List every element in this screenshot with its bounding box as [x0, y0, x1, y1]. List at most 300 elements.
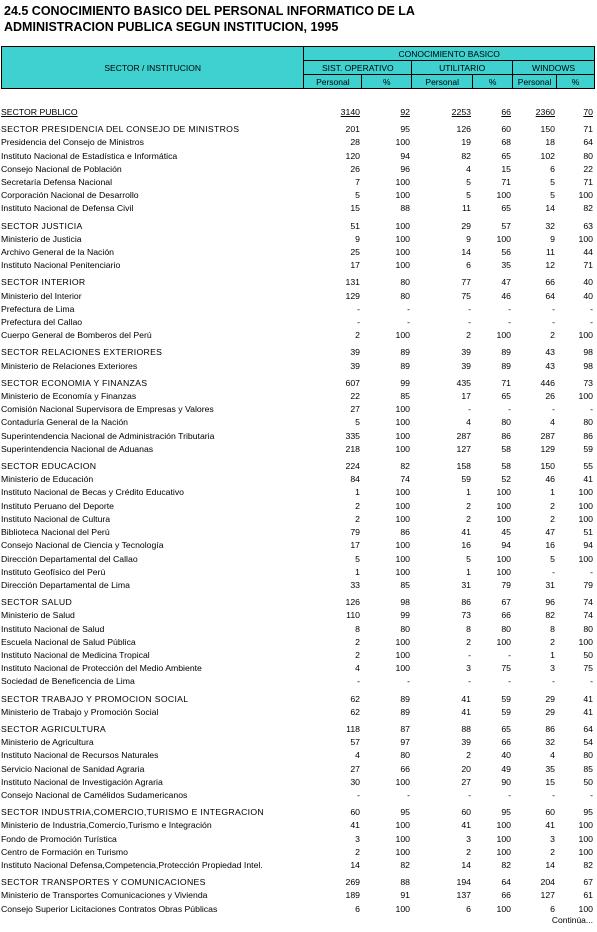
cell-personal: [304, 526, 362, 539]
cell-value: 80: [583, 417, 593, 428]
row-label: [1, 789, 304, 802]
cell-percent: [557, 500, 595, 513]
cell-percent: [362, 202, 412, 215]
cell-personal: [412, 136, 473, 149]
cell-percent: [473, 246, 513, 259]
cell-value: 26: [545, 391, 555, 402]
cell-value: 100: [496, 566, 511, 577]
cell-percent: [473, 636, 513, 649]
cell-percent: [362, 579, 412, 592]
institution-row: [1, 553, 595, 566]
institution-row: [1, 316, 595, 329]
cell-percent: [557, 329, 595, 342]
cell-percent: [473, 443, 513, 456]
cell-value: 5: [355, 417, 360, 428]
cell-percent: [557, 706, 595, 719]
row-label-text: Consejo Nacional de Población: [1, 163, 122, 174]
data-table: [1, 102, 595, 916]
cell-personal: [304, 403, 362, 416]
row-label-text: Instituto Nacional de Recursos Naturales: [1, 750, 159, 761]
cell-value: 71: [501, 377, 511, 388]
cell-percent: [557, 693, 595, 706]
row-label-text: Biblioteca Nacional del Perú: [1, 527, 110, 538]
cell-value: 88: [400, 203, 410, 214]
row-label-text: Cuerpo General de Bomberos del Perú: [1, 330, 152, 341]
cell-value: 79: [583, 579, 593, 590]
cell-value: 1: [466, 566, 471, 577]
cell-percent: [557, 736, 595, 749]
cell-value: 73: [461, 610, 471, 621]
cell-value: 100: [578, 330, 593, 341]
cell-percent: [557, 596, 595, 609]
cell-value: 204: [540, 877, 555, 888]
cell-personal: [304, 329, 362, 342]
row-label-text: SECTOR EDUCACION: [1, 461, 97, 472]
cell-value: 86: [501, 430, 511, 441]
cell-percent: [557, 723, 595, 736]
header-group: CONOCIMIENTO BASICO: [304, 47, 595, 61]
cell-value: 2: [466, 846, 471, 857]
header-personal: Personal: [513, 75, 557, 89]
institution-row: [1, 290, 595, 303]
cell-value: -: [407, 676, 410, 687]
row-label-text: SECTOR INDUSTRIA,COMERCIO,TURISMO E INTEGRACION: [1, 807, 264, 818]
cell-value: 41: [350, 820, 360, 831]
cell-percent: [473, 889, 513, 902]
cell-personal: [412, 202, 473, 215]
cell-personal: [304, 290, 362, 303]
cell-percent: [557, 163, 595, 176]
cell-personal: [304, 539, 362, 552]
cell-value: 68: [501, 137, 511, 148]
institution-row: [1, 706, 595, 719]
cell-value: 27: [350, 763, 360, 774]
cell-personal: [304, 189, 362, 202]
cell-personal: [513, 259, 557, 272]
cell-personal: [304, 202, 362, 215]
cell-value: 1: [355, 566, 360, 577]
cell-value: 80: [501, 623, 511, 634]
cell-value: 41: [461, 527, 471, 538]
cell-personal: [412, 903, 473, 916]
cell-value: 79: [501, 579, 511, 590]
row-label: [1, 833, 304, 846]
cell-percent: [473, 500, 513, 513]
cell-value: 100: [395, 846, 410, 857]
cell-percent: [362, 106, 412, 119]
cell-percent: [557, 609, 595, 622]
cell-personal: [513, 833, 557, 846]
cell-percent: [362, 596, 412, 609]
page-title: [4, 3, 415, 35]
cell-percent: [557, 486, 595, 499]
cell-personal: [304, 649, 362, 662]
row-label-text: Presidencia del Consejo de Ministros: [1, 137, 144, 148]
cell-personal: [412, 736, 473, 749]
institution-row: [1, 859, 595, 872]
institution-row: [1, 150, 595, 163]
institution-row: [1, 776, 595, 789]
cell-personal: [304, 259, 362, 272]
cell-value: 224: [345, 461, 360, 472]
cell-value: 137: [456, 890, 471, 901]
cell-personal: [304, 623, 362, 636]
row-label: [1, 859, 304, 872]
cell-personal: [513, 736, 557, 749]
cell-value: 6: [550, 163, 555, 174]
cell-percent: [362, 675, 412, 688]
cell-personal: [412, 706, 473, 719]
cell-value: 7: [355, 177, 360, 188]
cell-personal: [304, 163, 362, 176]
cell-personal: [304, 579, 362, 592]
cell-percent: [362, 723, 412, 736]
cell-value: 71: [583, 260, 593, 271]
cell-percent: [557, 443, 595, 456]
cell-personal: [513, 150, 557, 163]
cell-value: 100: [395, 649, 410, 660]
cell-percent: [557, 220, 595, 233]
row-label: [1, 662, 304, 675]
cell-value: 89: [501, 347, 511, 358]
cell-personal: [513, 403, 557, 416]
row-label: [1, 579, 304, 592]
cell-value: -: [590, 317, 593, 328]
cell-percent: [557, 106, 595, 119]
row-label-text: Ministerio de Trabajo y Promoción Social: [1, 706, 159, 717]
cell-personal: [304, 806, 362, 819]
row-label-text: Instituto Nacional Defensa,Competencia,Protección Propiedad Intel.: [1, 859, 263, 870]
cell-value: 100: [578, 487, 593, 498]
row-label-text: SECTOR PUBLICO: [1, 107, 78, 117]
row-label-text: Ministerio de Justicia: [1, 233, 82, 244]
cell-personal: [412, 859, 473, 872]
cell-personal: [304, 136, 362, 149]
institution-row: [1, 513, 595, 526]
cell-personal: [513, 776, 557, 789]
cell-percent: [473, 176, 513, 189]
row-label-text: Instituto Peruano del Deporte: [1, 500, 115, 511]
cell-value: 75: [461, 290, 471, 301]
cell-personal: [412, 500, 473, 513]
row-label: [1, 163, 304, 176]
row-label-text: Servicio Nacional de Sanidad Agraria: [1, 763, 145, 774]
cell-value: 14: [461, 859, 471, 870]
cell-percent: [473, 623, 513, 636]
row-label: [1, 443, 304, 456]
cell-value: 98: [583, 360, 593, 371]
cell-personal: [412, 553, 473, 566]
cell-value: 11: [545, 247, 555, 258]
cell-personal: [412, 377, 473, 390]
cell-value: 32: [545, 220, 555, 231]
row-label: [1, 377, 304, 390]
cell-value: 15: [501, 163, 511, 174]
cell-value: 95: [501, 807, 511, 818]
cell-percent: [473, 233, 513, 246]
cell-personal: [304, 316, 362, 329]
row-label: [1, 416, 304, 429]
cell-percent: [473, 819, 513, 832]
cell-percent: [473, 903, 513, 916]
row-label: [1, 390, 304, 403]
cell-personal: [513, 662, 557, 675]
cell-value: 60: [545, 807, 555, 818]
cell-personal: [513, 539, 557, 552]
cell-value: 446: [540, 377, 555, 388]
cell-value: 41: [461, 693, 471, 704]
cell-value: 41: [545, 820, 555, 831]
cell-value: 287: [540, 430, 555, 441]
cell-value: -: [552, 404, 555, 415]
cell-value: 100: [395, 636, 410, 647]
cell-percent: [557, 303, 595, 316]
row-label-text: Superintendencia Nacional de Aduanas: [1, 443, 154, 454]
institution-row: [1, 539, 595, 552]
row-label: [1, 176, 304, 189]
cell-personal: [513, 500, 557, 513]
cell-value: 150: [540, 461, 555, 472]
cell-percent: [473, 649, 513, 662]
cell-value: 27: [461, 776, 471, 787]
row-label-text: Ministerio del Interior: [1, 290, 82, 301]
cell-personal: [412, 749, 473, 762]
row-label-text: Instituto Nacional de Defensa Civil: [1, 203, 134, 214]
cell-value: 9: [550, 233, 555, 244]
row-label: [1, 500, 304, 513]
cell-personal: [513, 329, 557, 342]
cell-percent: [362, 150, 412, 163]
cell-value: 74: [400, 474, 410, 485]
institution-row: [1, 189, 595, 202]
cell-value: 98: [583, 347, 593, 358]
sector-row: [1, 596, 595, 609]
cell-value: -: [552, 317, 555, 328]
cell-value: 100: [578, 190, 593, 201]
sector-row: [1, 346, 595, 359]
cell-value: 100: [395, 513, 410, 524]
cell-percent: [473, 473, 513, 486]
row-label-text: Ministerio de Transportes Comunicaciones y Vivienda: [1, 890, 208, 901]
cell-value: 5: [466, 190, 471, 201]
cell-value: 59: [501, 693, 511, 704]
cell-percent: [362, 806, 412, 819]
table-header: [1, 46, 595, 89]
cell-percent: [557, 123, 595, 136]
row-label: [1, 136, 304, 149]
cell-percent: [557, 846, 595, 859]
cell-percent: [362, 246, 412, 259]
cell-personal: [412, 390, 473, 403]
cell-percent: [362, 706, 412, 719]
cell-value: -: [508, 404, 511, 415]
sector-row: [1, 806, 595, 819]
cell-percent: [362, 623, 412, 636]
title-line-2: ADMINISTRACION PUBLICA SEGUN INSTITUCION, 1995: [4, 20, 339, 34]
cell-personal: [513, 903, 557, 916]
cell-value: 52: [501, 474, 511, 485]
cell-value: 14: [350, 859, 360, 870]
cell-value: -: [552, 303, 555, 314]
cell-value: 80: [501, 417, 511, 428]
cell-personal: [412, 473, 473, 486]
row-label: [1, 539, 304, 552]
cell-personal: [513, 346, 557, 359]
cell-personal: [513, 513, 557, 526]
cell-personal: [304, 789, 362, 802]
cell-value: 5: [550, 553, 555, 564]
cell-percent: [557, 259, 595, 272]
cell-personal: [513, 377, 557, 390]
sector-row: [1, 693, 595, 706]
cell-value: 14: [545, 203, 555, 214]
cell-percent: [362, 176, 412, 189]
cell-value: 126: [456, 124, 471, 135]
cell-percent: [473, 390, 513, 403]
row-label: [1, 649, 304, 662]
cell-value: 65: [501, 150, 511, 161]
cell-value: 66: [501, 107, 511, 117]
cell-value: 85: [400, 391, 410, 402]
row-label-text: Dirección Departamental de Lima: [1, 579, 130, 590]
cell-personal: [304, 889, 362, 902]
cell-personal: [412, 123, 473, 136]
cell-personal: [412, 566, 473, 579]
cell-percent: [362, 486, 412, 499]
cell-value: 99: [400, 610, 410, 621]
cell-value: 62: [350, 693, 360, 704]
row-label: [1, 636, 304, 649]
cell-percent: [473, 736, 513, 749]
cell-value: 61: [583, 890, 593, 901]
row-label: [1, 276, 304, 289]
cell-value: 40: [583, 277, 593, 288]
cell-personal: [513, 390, 557, 403]
cell-personal: [304, 416, 362, 429]
cell-percent: [473, 693, 513, 706]
row-label-text: SECTOR INTERIOR: [1, 277, 86, 288]
cell-value: 2: [355, 649, 360, 660]
cell-value: 35: [501, 260, 511, 271]
institution-row: [1, 566, 595, 579]
cell-percent: [362, 290, 412, 303]
cell-personal: [304, 346, 362, 359]
cell-value: 100: [578, 513, 593, 524]
cell-percent: [362, 833, 412, 846]
cell-personal: [412, 290, 473, 303]
cell-value: 95: [400, 124, 410, 135]
cell-value: 2: [466, 750, 471, 761]
cell-value: 218: [345, 443, 360, 454]
cell-percent: [362, 876, 412, 889]
cell-value: 89: [400, 706, 410, 717]
institution-row: [1, 736, 595, 749]
cell-percent: [473, 346, 513, 359]
row-label-text: Sociedad de Beneficencia de Lima: [1, 676, 135, 687]
cell-percent: [473, 553, 513, 566]
header-pct: %: [557, 75, 595, 89]
cell-value: 22: [350, 391, 360, 402]
row-label-text: Ministerio de Relaciones Exteriores: [1, 360, 138, 371]
cell-value: 60: [350, 807, 360, 818]
cell-value: 100: [395, 443, 410, 454]
row-label-text: Ministerio de Economía y Finanzas: [1, 391, 137, 402]
cell-percent: [473, 303, 513, 316]
cell-value: 70: [583, 107, 593, 117]
cell-value: 100: [395, 330, 410, 341]
cell-percent: [557, 903, 595, 916]
cell-percent: [557, 390, 595, 403]
cell-value: 47: [545, 527, 555, 538]
cell-value: 100: [496, 487, 511, 498]
cell-value: 29: [545, 706, 555, 717]
institution-row: [1, 403, 595, 416]
cell-percent: [473, 566, 513, 579]
cell-percent: [473, 163, 513, 176]
cell-percent: [473, 486, 513, 499]
cell-percent: [557, 377, 595, 390]
row-label: [1, 220, 304, 233]
row-label-text: Escuela Nacional de Salud Pública: [1, 636, 136, 647]
cell-percent: [557, 539, 595, 552]
cell-value: 100: [578, 553, 593, 564]
row-label: [1, 106, 304, 119]
cell-personal: [513, 609, 557, 622]
cell-percent: [362, 416, 412, 429]
cell-percent: [362, 553, 412, 566]
cell-personal: [412, 889, 473, 902]
cell-personal: [304, 776, 362, 789]
row-label-text: SECTOR PRESIDENCIA DEL CONSEJO DE MINISTROS: [1, 124, 240, 135]
cell-personal: [513, 316, 557, 329]
cell-personal: [304, 693, 362, 706]
cell-personal: [513, 473, 557, 486]
row-label: [1, 360, 304, 373]
cell-value: 45: [501, 527, 511, 538]
cell-value: 269: [345, 877, 360, 888]
cell-percent: [473, 876, 513, 889]
header-pct: %: [362, 75, 412, 89]
cell-personal: [513, 176, 557, 189]
cell-value: 82: [545, 610, 555, 621]
cell-personal: [304, 377, 362, 390]
cell-value: 40: [501, 750, 511, 761]
institution-row: [1, 623, 595, 636]
row-label: [1, 486, 304, 499]
cell-value: 80: [583, 623, 593, 634]
cell-value: 80: [400, 750, 410, 761]
cell-value: 8: [466, 623, 471, 634]
header-sist-operativo: SIST. OPERATIVO: [304, 61, 412, 75]
cell-value: -: [552, 789, 555, 800]
row-label: [1, 806, 304, 819]
institution-row: [1, 202, 595, 215]
row-label: [1, 403, 304, 416]
cell-value: 100: [395, 566, 410, 577]
row-label-text: Ministerio de Salud: [1, 610, 75, 621]
institution-row: [1, 259, 595, 272]
institution-row: [1, 833, 595, 846]
cell-value: 100: [496, 833, 511, 844]
cell-percent: [362, 500, 412, 513]
cell-value: 100: [496, 500, 511, 511]
institution-row: [1, 176, 595, 189]
cell-percent: [473, 513, 513, 526]
cell-personal: [412, 163, 473, 176]
cell-value: 86: [461, 597, 471, 608]
cell-personal: [513, 443, 557, 456]
cell-personal: [513, 163, 557, 176]
